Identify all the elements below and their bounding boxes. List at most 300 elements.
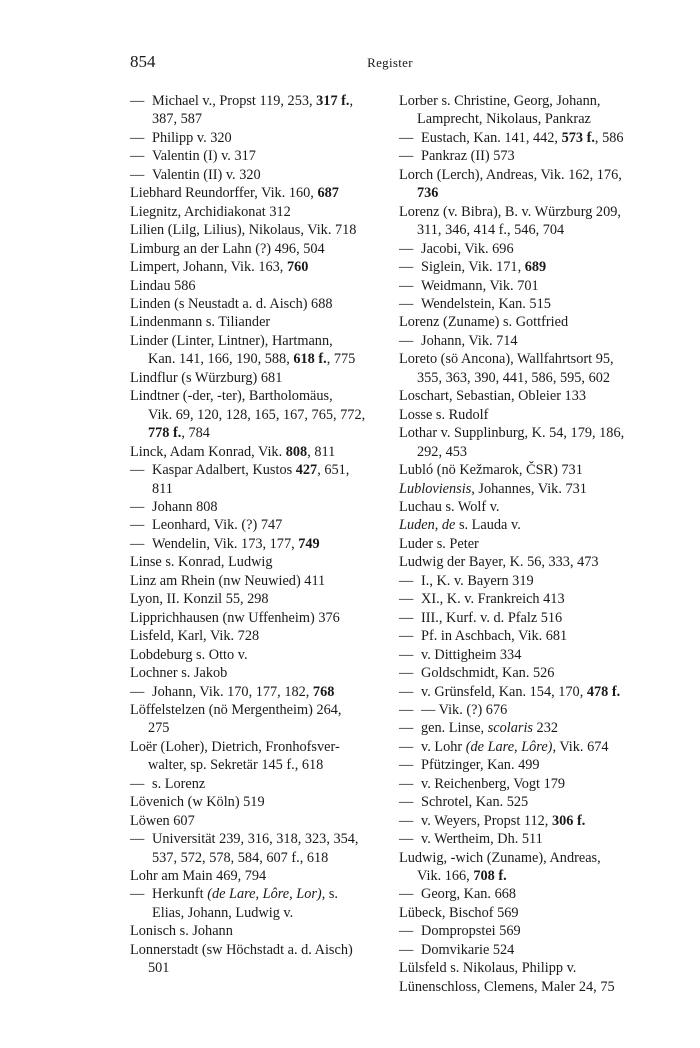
entry-text: 292, 453 xyxy=(417,443,468,460)
entry-line xyxy=(421,684,620,700)
entry-line xyxy=(399,554,599,570)
entry-text: Löwen 607 xyxy=(130,812,195,829)
entry-text: Lonisch s. Johann xyxy=(130,923,233,940)
entry-line xyxy=(152,831,359,847)
entry-text: Elias, Johann, Ludwig v. xyxy=(152,904,294,921)
index-entry xyxy=(130,627,380,645)
entry-text: Lisfeld, Karl, Vik. 728 xyxy=(130,628,260,645)
index-subentry xyxy=(399,572,649,590)
entry-text: Lohr am Main 469, 794 xyxy=(130,868,267,885)
entry-text: Luder s. Peter xyxy=(399,535,479,552)
entry-text: 275 xyxy=(148,720,170,737)
italic-text: Luden, de xyxy=(399,517,456,534)
index-subentry xyxy=(399,258,649,276)
index-subentry xyxy=(130,166,380,184)
subentry-dash: — xyxy=(399,591,414,608)
index-subentry xyxy=(399,277,649,295)
entry-text: Lilien (Lilg, Lilius), Nikolaus, Vik. 718 xyxy=(130,222,357,239)
entry-line xyxy=(421,296,551,312)
italic-text: (de Lare, Lôre) xyxy=(465,738,553,755)
entry-text: Valentin (I) v. 317 xyxy=(152,148,256,165)
entry-text: Linder (Linter, Lintner), Hartmann, xyxy=(130,332,333,349)
entry-text: Löffelstelzen (nö Mergentheim) 264, xyxy=(130,701,342,718)
entry-text: Loreto (sö Ancona), Wallfahrtsort 95, xyxy=(399,351,614,368)
entry-text: , Johannes, Vik. 731 xyxy=(471,480,587,497)
entry-line xyxy=(130,628,259,644)
index-subentry xyxy=(399,793,649,811)
index-subentry xyxy=(399,941,649,959)
entry-continuation-line xyxy=(139,350,380,368)
subentry-dash: — xyxy=(399,609,414,626)
entry-line xyxy=(130,591,269,607)
entry-line xyxy=(399,93,600,109)
entry-text: Linden (s Neustadt a. d. Aisch) 688 xyxy=(130,295,333,312)
index-entry xyxy=(130,793,380,811)
index-entry xyxy=(399,424,649,461)
entry-text: v. Dittigheim 334 xyxy=(421,646,522,663)
entry-line xyxy=(130,868,266,884)
entry-text: v. Lohr xyxy=(421,738,466,755)
entry-text: Lonnerstadt (sw Höchstadt a. d. Aisch) xyxy=(130,941,353,958)
index-entry xyxy=(130,738,380,775)
index-entry xyxy=(130,369,380,387)
page-number: 854 xyxy=(130,52,156,71)
index-entry xyxy=(399,849,649,886)
entry-line xyxy=(130,259,308,275)
subentry-dash: — xyxy=(399,332,414,349)
index-subentry xyxy=(130,461,380,498)
subentry-dash: — xyxy=(399,572,414,589)
subentry-dash: — xyxy=(399,831,414,848)
entry-line xyxy=(421,831,543,847)
entry-text: s. Lorenz xyxy=(152,775,206,792)
index-entry xyxy=(399,350,649,387)
entry-text: , 811 xyxy=(307,443,336,460)
index-subentry xyxy=(130,830,380,867)
subentry-dash: — xyxy=(399,812,414,829)
entry-continuation-line xyxy=(408,867,649,885)
entry-text: I., K. v. Bayern 319 xyxy=(421,572,534,589)
entry-line xyxy=(152,148,256,164)
entry-line xyxy=(399,481,587,497)
entry-line xyxy=(130,204,291,220)
entry-text: Vik. 69, 120, 128, 165, 167, 765, 772, xyxy=(148,406,366,423)
entry-text: Georg, Kan. 668 xyxy=(421,886,517,903)
entry-line xyxy=(152,776,205,792)
entry-line xyxy=(130,444,335,460)
entry-text: Lövenich (w Köln) 519 xyxy=(130,794,265,811)
entry-text: Wendelin, Vik. 173, 177, xyxy=(152,535,299,552)
entry-text: Siglein, Vik. 171, xyxy=(421,259,525,276)
entry-text: Linck, Adam Konrad, Vik. xyxy=(130,443,286,460)
subentry-dash: — xyxy=(399,941,414,958)
entry-line xyxy=(399,979,615,995)
index-entry xyxy=(399,498,649,516)
entry-line xyxy=(421,665,554,681)
entry-line xyxy=(399,204,621,220)
index-subentry xyxy=(399,646,649,664)
index-subentry xyxy=(399,922,649,940)
entry-continuation-line xyxy=(139,719,380,737)
entry-line xyxy=(399,960,576,976)
entry-text: , xyxy=(349,93,354,109)
entry-text: Liebhard Reundorffer, Vik. 160, xyxy=(130,185,318,202)
page-ref-bold: 808 xyxy=(285,443,308,460)
page-ref-bold: 573 f. xyxy=(561,129,595,146)
index-entry xyxy=(130,443,380,461)
entry-line xyxy=(399,407,488,423)
entry-text: 811 xyxy=(152,480,173,497)
entry-text: 501 xyxy=(148,960,170,977)
entry-line xyxy=(130,554,273,570)
subentry-dash: — xyxy=(399,683,414,700)
page-ref-bold: 778 f. xyxy=(148,425,182,442)
subentry-dash: — xyxy=(130,462,145,479)
entry-line xyxy=(421,278,539,294)
entry-line xyxy=(421,333,518,349)
index-subentry xyxy=(130,775,380,793)
page-header xyxy=(130,52,650,76)
entry-text: Johann, Vik. 170, 177, 182, xyxy=(152,683,313,700)
entry-line xyxy=(421,739,609,755)
entry-continuation-line xyxy=(139,959,380,977)
entry-continuation-line xyxy=(152,904,380,922)
index-entry xyxy=(399,406,649,424)
entry-line xyxy=(421,776,565,792)
subentry-dash: — xyxy=(130,517,145,534)
entry-text: Johann, Vik. 714 xyxy=(421,332,518,349)
index-entry xyxy=(399,92,649,129)
entry-line xyxy=(130,702,341,718)
page-ref-bold: 306 f. xyxy=(551,812,586,829)
entry-text: Weidmann, Vik. 701 xyxy=(421,277,539,294)
index-entry xyxy=(130,313,380,331)
index-entry xyxy=(130,332,380,369)
subentry-dash: — xyxy=(399,148,414,165)
entry-line xyxy=(130,314,270,330)
entry-line xyxy=(152,462,349,478)
entry-text: Loër (Loher), Dietrich, Fronhofsver- xyxy=(130,738,340,755)
entry-line xyxy=(130,813,195,829)
entry-line xyxy=(130,222,356,238)
index-subentry xyxy=(399,295,649,313)
subentry-dash: — xyxy=(399,646,414,663)
entry-text: Pfützinger, Kan. 499 xyxy=(421,757,540,774)
subentry-dash: — xyxy=(399,129,414,146)
index-entry xyxy=(399,387,649,405)
index-subentry xyxy=(399,332,649,350)
entry-text: , Vik. 674 xyxy=(552,738,609,755)
entry-text: v. Grünsfeld, Kan. 154, 170, xyxy=(421,683,587,700)
entry-line xyxy=(421,573,534,589)
italic-text: Lubloviensis xyxy=(399,480,472,497)
entry-text: Lindtner (-der, -ter), Bartholomäus, xyxy=(130,388,333,405)
italic-text: (de Lare, Lôre, Lor) xyxy=(207,886,322,903)
subentry-dash: — xyxy=(130,129,145,146)
entry-text: 311, 346, 414 f., 546, 704 xyxy=(417,222,565,239)
entry-continuation-line xyxy=(408,110,649,128)
entry-line xyxy=(152,517,282,533)
index-entry xyxy=(130,184,380,202)
index-entry xyxy=(130,701,380,738)
index-subentry xyxy=(399,590,649,608)
entry-line xyxy=(130,370,282,386)
index-entry xyxy=(399,553,649,571)
subentry-dash: — xyxy=(399,720,414,737)
index-entry xyxy=(130,590,380,608)
index-subentry xyxy=(399,609,649,627)
index-entry xyxy=(130,203,380,221)
index-subentry xyxy=(399,719,649,737)
entry-text: Linse s. Konrad, Ludwig xyxy=(130,554,273,571)
subentry-dash: — xyxy=(399,628,414,645)
entry-text: Lorch (Lerch), Andreas, Vik. 162, 176, xyxy=(399,166,622,183)
index-entry xyxy=(130,295,380,313)
entry-line xyxy=(421,923,521,939)
subentry-dash: — xyxy=(130,831,145,848)
entry-text: Michael v., Propst 119, 253, xyxy=(152,93,317,109)
index-subentry xyxy=(399,701,649,719)
subentry-dash: — xyxy=(399,277,414,294)
entry-text: Ludwig der Bayer, K. 56, 333, 473 xyxy=(399,554,599,571)
index-subentry xyxy=(130,129,380,147)
index-entry xyxy=(130,277,380,295)
italic-text: scolaris xyxy=(487,720,533,737)
index-entry xyxy=(130,609,380,627)
subentry-dash: — xyxy=(130,93,145,109)
entry-line xyxy=(399,314,568,330)
entry-text: Lorber s. Christine, Georg, Johann, xyxy=(399,93,601,109)
entry-text: Lindau 586 xyxy=(130,277,196,294)
entry-text: 387, 587 xyxy=(152,111,203,128)
entry-text: gen. Linse, xyxy=(421,720,488,737)
entry-line xyxy=(421,241,514,257)
entry-text: , 651, xyxy=(317,462,350,479)
index-subentry xyxy=(399,812,649,830)
index-entry xyxy=(130,240,380,258)
index-entry xyxy=(399,480,649,498)
subentry-dash: — xyxy=(130,886,145,903)
index-subentry xyxy=(130,498,380,516)
index-entry xyxy=(130,553,380,571)
entry-continuation-line xyxy=(139,756,380,774)
entry-text: Linz am Rhein (nw Neuwied) 411 xyxy=(130,572,326,589)
index-subentry xyxy=(130,885,380,922)
entry-text: Lindenmann s. Tiliander xyxy=(130,314,271,331)
index-subentry xyxy=(399,240,649,258)
subentry-dash: — xyxy=(399,886,414,903)
page-ref-bold: 689 xyxy=(524,259,547,276)
entry-text: Pankraz (II) 573 xyxy=(421,148,515,165)
subentry-dash: — xyxy=(130,166,145,183)
entry-text: Lübeck, Bischof 569 xyxy=(399,904,519,921)
index-entry xyxy=(130,664,380,682)
index-entry xyxy=(130,572,380,590)
entry-line xyxy=(421,148,515,164)
subentry-dash: — xyxy=(130,535,145,552)
page-ref-bold: 749 xyxy=(298,535,320,552)
subentry-dash: — xyxy=(130,148,145,165)
entry-line xyxy=(421,942,514,958)
subentry-dash: — xyxy=(399,794,414,811)
entry-text: Vik. 166, xyxy=(417,868,474,885)
entry-line xyxy=(421,702,507,718)
index-entry xyxy=(399,535,649,553)
entry-text: Lorenz (v. Bibra), B. v. Würzburg 209, xyxy=(399,203,621,220)
entry-text: Pf. in Aschbach, Vik. 681 xyxy=(421,628,568,645)
entry-line xyxy=(421,628,567,644)
index-entry xyxy=(130,221,380,239)
subentry-dash: — xyxy=(130,683,145,700)
entry-text: Lochner s. Jakob xyxy=(130,665,228,682)
entry-text: Ludwig, -wich (Zuname), Andreas, xyxy=(399,849,601,866)
entry-text: Lyon, II. Konzil 55, 298 xyxy=(130,591,269,608)
subentry-dash: — xyxy=(399,259,414,276)
subentry-dash: — xyxy=(399,775,414,792)
entry-line xyxy=(421,130,624,146)
entry-line xyxy=(130,942,353,958)
entry-text: 355, 363, 390, 441, 586, 595, 602 xyxy=(417,369,611,386)
index-entry xyxy=(130,941,380,978)
subentry-dash: — xyxy=(399,701,414,718)
entry-text: Luchau s. Wolf v. xyxy=(399,498,500,515)
entry-line xyxy=(152,167,261,183)
entry-line xyxy=(421,757,540,773)
entry-text: Universität 239, 316, 318, 323, 354, xyxy=(152,831,359,848)
index-subentry xyxy=(399,627,649,645)
entry-text: v. Weyers, Propst 112, xyxy=(421,812,552,829)
subentry-dash: — xyxy=(399,240,414,257)
entry-line xyxy=(399,517,521,533)
index-entry xyxy=(399,203,649,240)
index-subentry xyxy=(130,683,380,701)
entry-text: Lindflur (s Würzburg) 681 xyxy=(130,369,283,386)
entry-line xyxy=(130,923,233,939)
index-entry xyxy=(399,461,649,479)
entry-continuation-line xyxy=(408,221,649,239)
entry-line xyxy=(421,813,585,829)
subentry-dash: — xyxy=(130,775,145,792)
entry-line xyxy=(152,684,334,700)
entry-text: Loschart, Sebastian, Obleier 133 xyxy=(399,388,586,405)
entry-line xyxy=(130,278,196,294)
entry-text: Lothar v. Supplinburg, K. 54, 179, 186, xyxy=(399,425,625,442)
entry-line xyxy=(130,296,333,312)
entry-text: Wendelstein, Kan. 515 xyxy=(421,295,551,312)
index-entry xyxy=(399,978,649,996)
entry-text: Herkunft xyxy=(152,886,208,903)
index-subentry xyxy=(399,147,649,165)
entry-line xyxy=(152,886,338,902)
entry-text: Limburg an der Lahn (?) 496, 504 xyxy=(130,240,325,257)
page-ref-bold: 478 f. xyxy=(586,683,621,700)
entry-text: Lünenschloss, Clemens, Maler 24, 75 xyxy=(399,978,615,995)
entry-line xyxy=(130,388,333,404)
index-subentry xyxy=(130,147,380,165)
entry-line xyxy=(130,610,340,626)
entry-text: Johann 808 xyxy=(152,498,218,515)
entry-text: , 784 xyxy=(181,425,210,442)
entry-line xyxy=(421,886,516,902)
index-entry xyxy=(130,867,380,885)
entry-text: Kan. 141, 166, 190, 588, xyxy=(148,351,294,368)
entry-text: Lamprecht, Nikolaus, Pankraz xyxy=(417,111,591,128)
index-entry xyxy=(399,904,649,922)
entry-text: Liegnitz, Archidiakonat 312 xyxy=(130,203,291,220)
entry-text: v. Wertheim, Dh. 511 xyxy=(421,831,543,848)
entry-text: Lubló (nö Kežmarok, ČSR) 731 xyxy=(399,462,583,479)
page-ref-bold: 618 f. xyxy=(293,351,327,368)
entry-line xyxy=(130,647,248,663)
entry-text: Eustach, Kan. 141, 442, xyxy=(421,129,562,146)
entry-continuation-line xyxy=(152,480,380,498)
entry-line xyxy=(130,794,265,810)
entry-text: s. Lauda v. xyxy=(455,517,521,534)
entry-line xyxy=(152,130,232,146)
index-subentry xyxy=(399,830,649,848)
index-entry xyxy=(399,959,649,977)
entry-line xyxy=(399,167,622,183)
index-entry xyxy=(130,387,380,442)
entry-line xyxy=(421,647,521,663)
entry-line xyxy=(399,351,614,367)
index-subentry xyxy=(399,885,649,903)
entry-line xyxy=(130,185,339,201)
page-ref-bold: 427 xyxy=(295,462,318,479)
index-subentry xyxy=(399,738,649,756)
subentry-dash: — xyxy=(399,923,414,940)
entry-text: Lülsfeld s. Nikolaus, Philipp v. xyxy=(399,960,577,977)
entry-text: Valentin (II) v. 320 xyxy=(152,166,261,183)
entry-text: , 586 xyxy=(594,129,624,146)
index-subentry xyxy=(399,129,649,147)
entry-line xyxy=(421,259,546,275)
subentry-dash: — xyxy=(399,295,414,312)
entry-line xyxy=(399,425,624,441)
entry-text: Goldschmidt, Kan. 526 xyxy=(421,665,555,682)
entry-text: Lorenz (Zuname) s. Gottfried xyxy=(399,314,569,331)
index-subentry xyxy=(399,775,649,793)
index-entry xyxy=(130,812,380,830)
index-subentry xyxy=(130,516,380,534)
index-entry xyxy=(399,166,649,203)
entry-line xyxy=(399,850,601,866)
entry-continuation-line xyxy=(152,849,380,867)
subentry-dash: — xyxy=(399,738,414,755)
subentry-dash: — xyxy=(130,498,145,515)
index-subentry xyxy=(130,92,380,129)
page-ref-bold: 768 xyxy=(312,683,335,700)
entry-text: 232 xyxy=(532,720,559,737)
entry-line xyxy=(152,93,353,109)
entry-line xyxy=(152,536,320,552)
index-column-left xyxy=(130,92,380,978)
entry-text: v. Reichenberg, Vogt 179 xyxy=(421,775,566,792)
entry-continuation-line xyxy=(139,406,380,424)
index-column-right xyxy=(399,92,649,996)
entry-line xyxy=(421,794,528,810)
entry-text: XI., K. v. Frankreich 413 xyxy=(421,591,565,608)
entry-text: , s. xyxy=(321,886,338,903)
entry-text: III., Kurf. v. d. Pfalz 516 xyxy=(421,609,563,626)
entry-line xyxy=(399,499,500,515)
entry-text: Kaspar Adalbert, Kustos xyxy=(152,462,296,479)
entry-continuation-line xyxy=(408,369,649,387)
entry-line xyxy=(130,739,340,755)
entry-line xyxy=(421,720,558,736)
page-ref-bold: 317 f. xyxy=(316,93,350,109)
index-subentry xyxy=(399,664,649,682)
